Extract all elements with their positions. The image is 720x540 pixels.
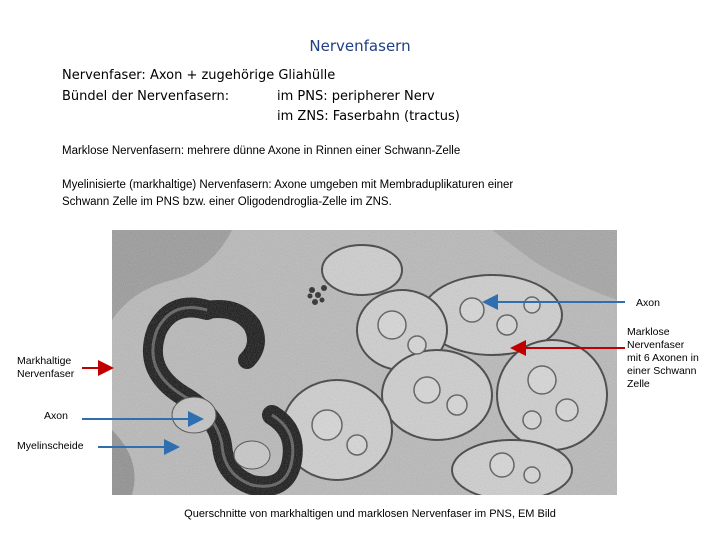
figure-caption: Querschnitte von markhaltigen und marklosen Nervenfaser im PNS, EM Bild xyxy=(184,508,556,520)
bundle-pns: im PNS: peripherer Nerv xyxy=(277,89,435,104)
label-marklose-nervenfaser xyxy=(627,326,699,391)
slide-title: Nervenfasern xyxy=(309,37,411,55)
label-line: einer Schwann xyxy=(627,365,697,377)
myelin-description-2: Schwann Zelle im PNS bzw. einer Oligodendroglia-Zelle im ZNS. xyxy=(62,196,392,208)
label-line: Zelle xyxy=(627,378,650,390)
label-line: Nervenfaser xyxy=(627,339,685,351)
label-axon-right: Axon xyxy=(636,297,660,309)
bundle-zns: im ZNS: Faserbahn (tractus) xyxy=(277,109,460,124)
label-axon-left: Axon xyxy=(44,410,68,422)
label-markhaltige-nervenfaser xyxy=(17,355,74,381)
label-line: Marklose xyxy=(627,326,670,338)
label-myelinscheide: Myelinscheide xyxy=(17,440,84,452)
label-line: Nervenfaser xyxy=(17,368,75,380)
bundle-label: Bündel der Nervenfasern: xyxy=(62,89,230,104)
label-line: Markhaltige xyxy=(17,355,72,367)
marklose-description: Marklose Nervenfasern: mehrere dünne Axone in Rinnen einer Schwann-Zelle xyxy=(62,145,461,157)
myelin-description-1: Myelinisierte (markhaltige) Nervenfasern: Axone umgeben mit Membraduplikaturen einer xyxy=(62,179,514,191)
label-line: mit 6 Axonen in xyxy=(627,352,699,364)
definition-line: Nervenfaser: Axon + zugehörige Gliahülle xyxy=(62,68,336,83)
